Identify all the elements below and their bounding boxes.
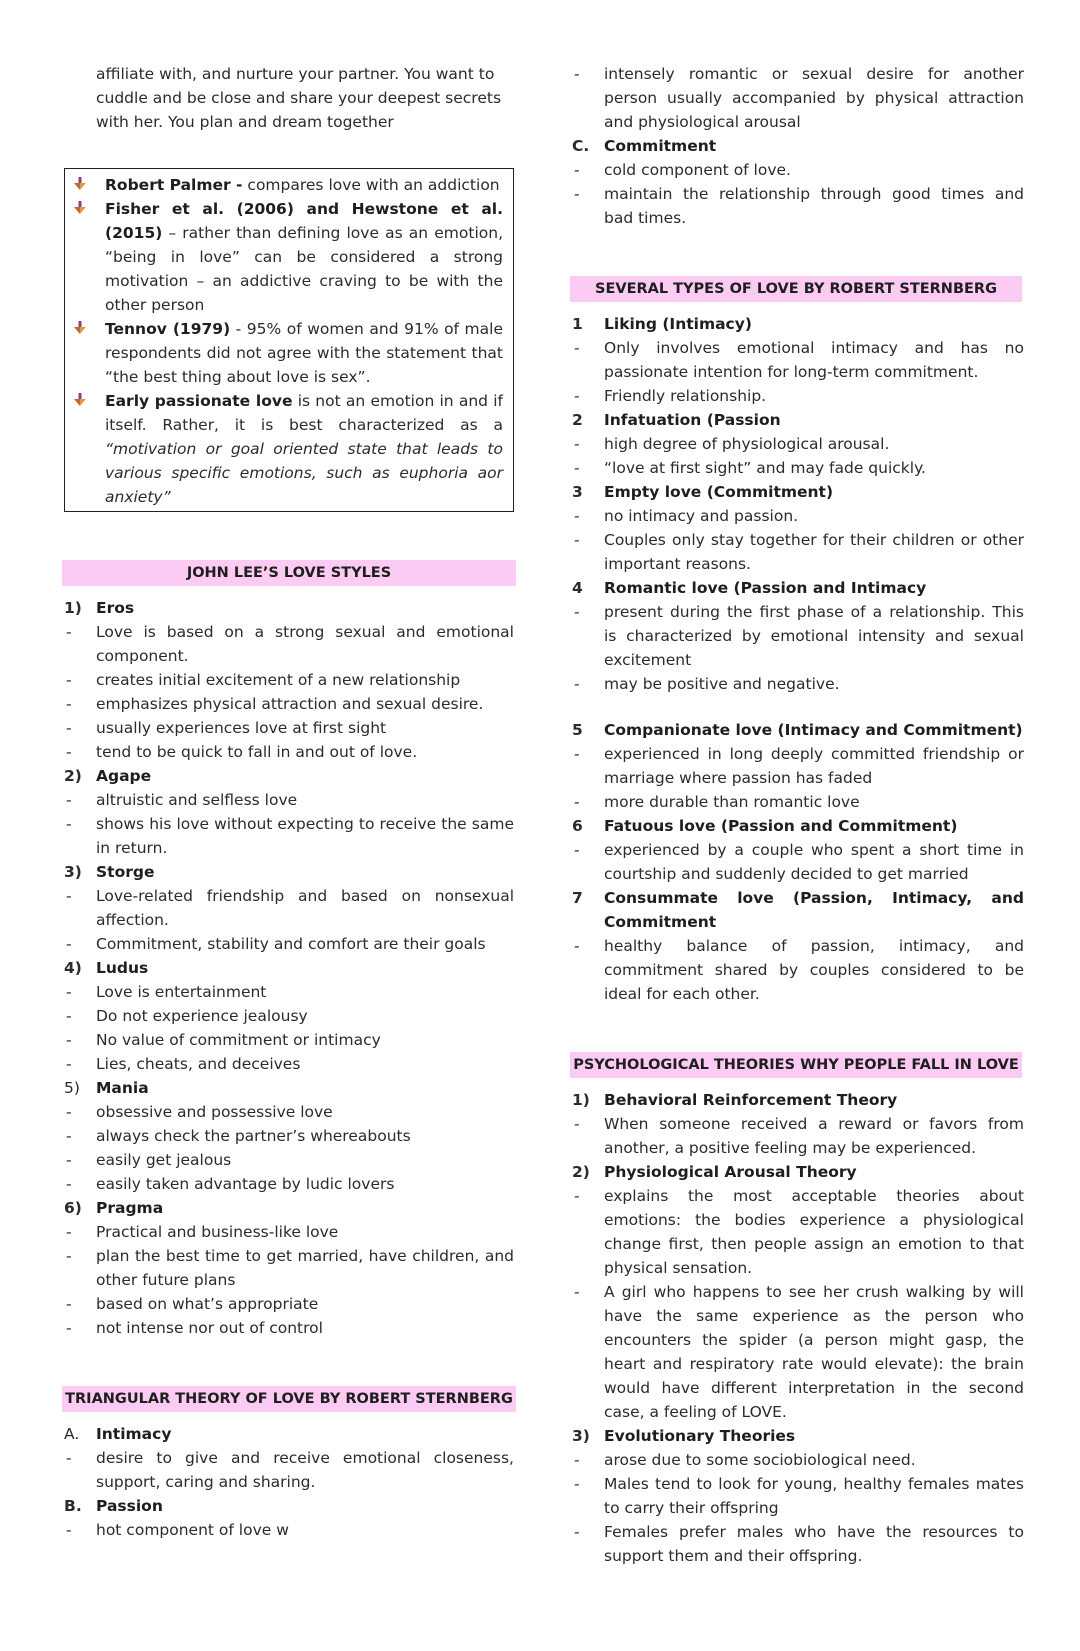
list-item: - no intimacy and passion.	[572, 504, 1024, 528]
love-type: 6 Fatuous love (Passion and Commitment)	[572, 817, 958, 835]
arrow-down-icon	[73, 393, 87, 407]
list-item: - Males tend to look for young, healthy females mates to carry their offspring	[572, 1472, 1024, 1520]
psych-list	[572, 1088, 1024, 1568]
quotes-box	[64, 168, 514, 512]
list-item: - easily get jealous	[64, 1148, 514, 1172]
psych-theory: 1) Behavioral Reinforcement Theory	[572, 1091, 898, 1109]
list-item: - not intense nor out of control	[64, 1316, 514, 1340]
list-item: - Lies, cheats, and deceives	[64, 1052, 514, 1076]
bullet-bold: Fisher et al. (2006) and Hewstone et al. (2015)	[105, 200, 503, 242]
box-bullet	[73, 173, 503, 197]
lee-style: 4) Ludus	[64, 959, 149, 977]
list-item: - Practical and business-like love	[64, 1220, 514, 1244]
box-bullet	[73, 389, 503, 509]
list-item: - present during the first phase of a relationship. This is characterized by emotional intensity and sexual excitement	[572, 600, 1024, 672]
types-list	[572, 312, 1024, 1006]
list-item: - experienced by a couple who spent a short time in courtship and suddenly decided to get married	[572, 838, 1024, 886]
arrow-down-icon	[73, 201, 87, 215]
list-item: - usually experiences love at first sight	[64, 716, 514, 740]
list-item: - Couples only stay together for their children or other important reasons.	[572, 528, 1024, 576]
love-type: 5 Companionate love (Intimacy and Commitment)	[572, 721, 1023, 739]
love-type: 2 Infatuation (Passion	[572, 411, 781, 429]
list-item: - tend to be quick to fall in and out of love.	[64, 740, 514, 764]
list-item: - always check the partner’s whereabouts	[64, 1124, 514, 1148]
box-bullet	[73, 197, 503, 317]
lee-style: 5) Mania	[64, 1079, 149, 1097]
list-item: - Friendly relationship.	[572, 384, 1024, 408]
love-type: 1 Liking (Intimacy)	[572, 315, 752, 333]
list-item: - arose due to some sociobiological need.	[572, 1448, 1024, 1472]
list-item: - plan the best time to get married, have children, and other future plans	[64, 1244, 514, 1292]
love-type: 7 Consummate love (Passion, Intimacy, and Commitment	[572, 889, 1024, 931]
list-item: - Love-related friendship and based on nonsexual affection.	[64, 884, 514, 932]
left-column	[64, 62, 514, 1542]
list-item: - intensely romantic or sexual desire for another person usually accompanied by physical attraction and physiological arousal	[572, 62, 1024, 134]
triangular-item: B. Passion	[64, 1497, 163, 1515]
list-item: - When someone received a reward or favors from another, a positive feeling may be experienced.	[572, 1112, 1024, 1160]
list-item: - creates initial excitement of a new relationship	[64, 668, 514, 692]
list-item: - easily taken advantage by ludic lovers	[64, 1172, 514, 1196]
list-item: - No value of commitment or intimacy	[64, 1028, 514, 1052]
types-heading: SEVERAL TYPES OF LOVE BY ROBERT STERNBERG	[570, 276, 1022, 302]
love-type: 4 Romantic love (Passion and Intimacy	[572, 579, 927, 597]
lee-style: 3) Storge	[64, 863, 155, 881]
psych-heading: PSYCHOLOGICAL THEORIES WHY PEOPLE FALL IN LOVE	[570, 1052, 1022, 1078]
bullet-italic: “motivation or goal oriented state that leads to various specific emotions, such as euphoria aor anxiety”	[105, 440, 503, 506]
triangular-item: A. Intimacy	[64, 1425, 172, 1443]
list-item: - hot component of love w	[64, 1518, 514, 1542]
list-item: - maintain the relationship through good times and bad times.	[572, 182, 1024, 230]
list-item: - cold component of love.	[572, 158, 1024, 182]
right-column	[572, 62, 1024, 1568]
list-item: - may be positive and negative.	[572, 672, 1024, 696]
list-item: - desire to give and receive emotional closeness, support, caring and sharing.	[64, 1446, 514, 1494]
list-item: - Females prefer males who have the resources to support them and their offspring.	[572, 1520, 1024, 1568]
bullet-bold: Robert Palmer -	[105, 176, 243, 194]
love-type: 3 Empty love (Commitment)	[572, 483, 834, 501]
list-item: - more durable than romantic love	[572, 790, 1024, 814]
list-item: - A girl who happens to see her crush walking by will have the same experience as the person who encounters the spider (a person might gasp, the heart and respiratory rate would elevate): the brain would have different interpretation in the second case, a feeling of LOVE.	[572, 1280, 1024, 1424]
list-item: - Only involves emotional intimacy and has no passionate intention for long-term commitment.	[572, 336, 1024, 384]
list-item: - based on what’s appropriate	[64, 1292, 514, 1316]
bullet-bold: Tennov (1979)	[105, 320, 231, 338]
lee-style: 1) Eros	[64, 599, 135, 617]
list-item: - shows his love without expecting to receive the same in return.	[64, 812, 514, 860]
triangular-item: C. Commitment	[572, 137, 717, 155]
list-item: - Love is based on a strong sexual and emotional component.	[64, 620, 514, 668]
box-bullet	[73, 317, 503, 389]
list-item: - explains the most acceptable theories about emotions: the bodies experience a physiological change first, then people assign an emotion to that physical sensation.	[572, 1184, 1024, 1280]
list-item: - obsessive and possessive love	[64, 1100, 514, 1124]
list-item: - healthy balance of passion, intimacy, and commitment shared by couples considered to be ideal for each other.	[572, 934, 1024, 1006]
psych-theory: 2) Physiological Arousal Theory	[572, 1163, 857, 1181]
list-item: - altruistic and selfless love	[64, 788, 514, 812]
list-item: - Love is entertainment	[64, 980, 514, 1004]
list-item: - experienced in long deeply committed friendship or marriage where passion has faded	[572, 742, 1024, 790]
bullet-text: is not an emotion in and if itself. Rather, it is best characterized as a	[105, 392, 503, 434]
list-item: - high degree of physiological arousal.	[572, 432, 1024, 456]
list-item: - Commitment, stability and comfort are their goals	[64, 932, 514, 956]
arrow-down-icon	[73, 321, 87, 335]
list-item: - emphasizes physical attraction and sexual desire.	[64, 692, 514, 716]
lee-styles	[64, 596, 514, 1340]
bullet-bold: Early passionate love	[105, 392, 293, 410]
lee-style: 2) Agape	[64, 767, 152, 785]
triangular-heading: TRIANGULAR THEORY OF LOVE BY ROBERT STERNBERG	[62, 1386, 516, 1412]
arrow-down-icon	[73, 177, 87, 191]
bullet-text: compares love with an addiction	[242, 176, 500, 194]
lee-heading: JOHN LEE’S LOVE STYLES	[62, 560, 516, 586]
intro-paragraph: affiliate with, and nurture your partner. You want to cuddle and be close and share your deepest secrets with her. You plan and dream together	[96, 65, 502, 131]
psych-theory: 3) Evolutionary Theories	[572, 1427, 796, 1445]
lee-style: 6) Pragma	[64, 1199, 164, 1217]
triangular-list	[64, 1422, 514, 1542]
bullet-text: – rather than defining love as an emotion, “being in love” can be considered a strong motivation – an addictive craving to be with the other person	[105, 224, 503, 314]
bullet-text: - 95% of women and 91% of male respondents did not agree with the statement that “the best thing about love is sex”.	[105, 320, 503, 386]
list-item: - “love at first sight” and may fade quickly.	[572, 456, 1024, 480]
list-item: - Do not experience jealousy	[64, 1004, 514, 1028]
